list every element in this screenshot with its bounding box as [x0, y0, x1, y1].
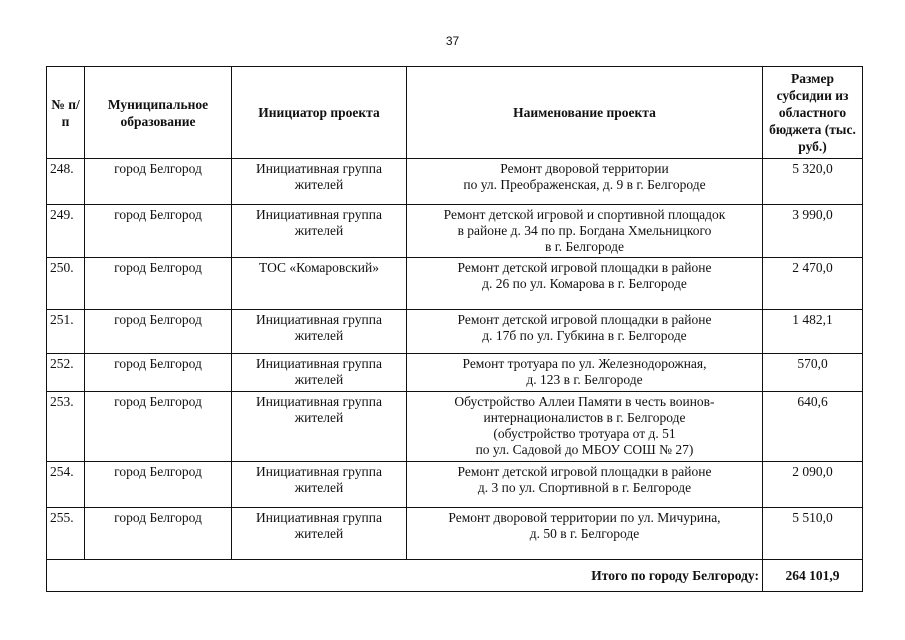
- row-number: 251.: [47, 310, 85, 354]
- row-municipality: город Белгород: [85, 310, 232, 354]
- row-number: 248.: [47, 159, 85, 205]
- project-line: по ул. Преображенская, д. 9 в г. Белгороде: [463, 177, 706, 192]
- row-initiator: Инициативная группа жителей: [232, 205, 407, 258]
- row-subsidy-amount: 5 320,0: [763, 159, 863, 205]
- table-header-row: [47, 67, 863, 159]
- header-num: № п/п: [47, 67, 85, 159]
- row-municipality: город Белгород: [85, 354, 232, 392]
- row-project-name: [407, 392, 763, 462]
- row-project-name: [407, 205, 763, 258]
- project-line: (обустройство тротуара от д. 51: [493, 426, 676, 441]
- row-number: 254.: [47, 462, 85, 508]
- total-label: Итого по городу Белгороду:: [47, 560, 763, 592]
- project-line: Ремонт дворовой территории: [500, 161, 669, 176]
- row-initiator: Инициативная группа жителей: [232, 159, 407, 205]
- table-row: [47, 258, 863, 310]
- header-initiator: Инициатор проекта: [232, 67, 407, 159]
- row-initiator: ТОС «Комаровский»: [232, 258, 407, 310]
- row-number: 249.: [47, 205, 85, 258]
- row-project-name: [407, 508, 763, 560]
- project-line: Ремонт дворовой территории по ул. Мичурина,: [448, 510, 721, 525]
- table-row: [47, 205, 863, 258]
- project-line: д. 26 по ул. Комарова в г. Белгороде: [482, 276, 687, 291]
- row-initiator: Инициативная группа жителей: [232, 392, 407, 462]
- row-number: 250.: [47, 258, 85, 310]
- row-municipality: город Белгород: [85, 258, 232, 310]
- row-number: 253.: [47, 392, 85, 462]
- row-municipality: город Белгород: [85, 462, 232, 508]
- row-project-name: [407, 354, 763, 392]
- project-line: Ремонт детской игровой площадки в районе: [457, 312, 712, 327]
- project-line: д. 50 в г. Белгороде: [529, 526, 640, 541]
- project-line: Ремонт детской игровой и спортивной площадок: [443, 207, 726, 222]
- project-line: Ремонт детской игровой площадки в районе: [457, 464, 712, 479]
- header-project: Наименование проекта: [407, 67, 763, 159]
- project-line: Ремонт тротуара по ул. Железнодорожная,: [462, 356, 707, 371]
- project-line: Ремонт детской игровой площадки в районе: [457, 260, 712, 275]
- table-row: [47, 462, 863, 508]
- row-project-name: [407, 310, 763, 354]
- row-number: 252.: [47, 354, 85, 392]
- row-number: 255.: [47, 508, 85, 560]
- row-subsidy-amount: 2 090,0: [763, 462, 863, 508]
- row-subsidy-amount: 2 470,0: [763, 258, 863, 310]
- total-amount: 264 101,9: [763, 560, 863, 592]
- table-row: [47, 354, 863, 392]
- row-subsidy-amount: 570,0: [763, 354, 863, 392]
- row-project-name: [407, 258, 763, 310]
- row-initiator: Инициативная группа жителей: [232, 310, 407, 354]
- row-municipality: город Белгород: [85, 159, 232, 205]
- row-municipality: город Белгород: [85, 392, 232, 462]
- row-subsidy-amount: 1 482,1: [763, 310, 863, 354]
- row-municipality: город Белгород: [85, 205, 232, 258]
- total-row: [47, 560, 863, 592]
- project-line: по ул. Садовой до МБОУ СОШ № 27): [475, 442, 694, 457]
- row-subsidy-amount: 640,6: [763, 392, 863, 462]
- row-project-name: [407, 462, 763, 508]
- row-initiator: Инициативная группа жителей: [232, 354, 407, 392]
- row-initiator: Инициативная группа жителей: [232, 462, 407, 508]
- table-row: [47, 310, 863, 354]
- table-row: [47, 159, 863, 205]
- project-line: интернационалистов в г. Белгороде: [483, 410, 686, 425]
- project-line: в г. Белгороде: [545, 239, 624, 254]
- project-line: Обустройство Аллеи Памяти в честь воинов-: [454, 394, 715, 409]
- table-body: [47, 159, 863, 560]
- table-row: [47, 392, 863, 462]
- row-initiator: Инициативная группа жителей: [232, 508, 407, 560]
- project-line: д. 17б по ул. Губкина в г. Белгороде: [482, 328, 687, 343]
- table-row: [47, 508, 863, 560]
- row-municipality: город Белгород: [85, 508, 232, 560]
- project-line: д. 3 по ул. Спортивной в г. Белгороде: [477, 480, 692, 495]
- subsidy-table: [46, 66, 863, 592]
- row-subsidy-amount: 3 990,0: [763, 205, 863, 258]
- header-subsidy: Размер субсидии из областного бюджета (тыс. руб.): [763, 67, 863, 159]
- project-line: в районе д. 34 по пр. Богдана Хмельницкого: [457, 223, 712, 238]
- project-line: д. 123 в г. Белгороде: [526, 372, 643, 387]
- page-number: 37: [445, 34, 460, 48]
- row-subsidy-amount: 5 510,0: [763, 508, 863, 560]
- header-municipality: Муниципальное образование: [85, 67, 232, 159]
- row-project-name: [407, 159, 763, 205]
